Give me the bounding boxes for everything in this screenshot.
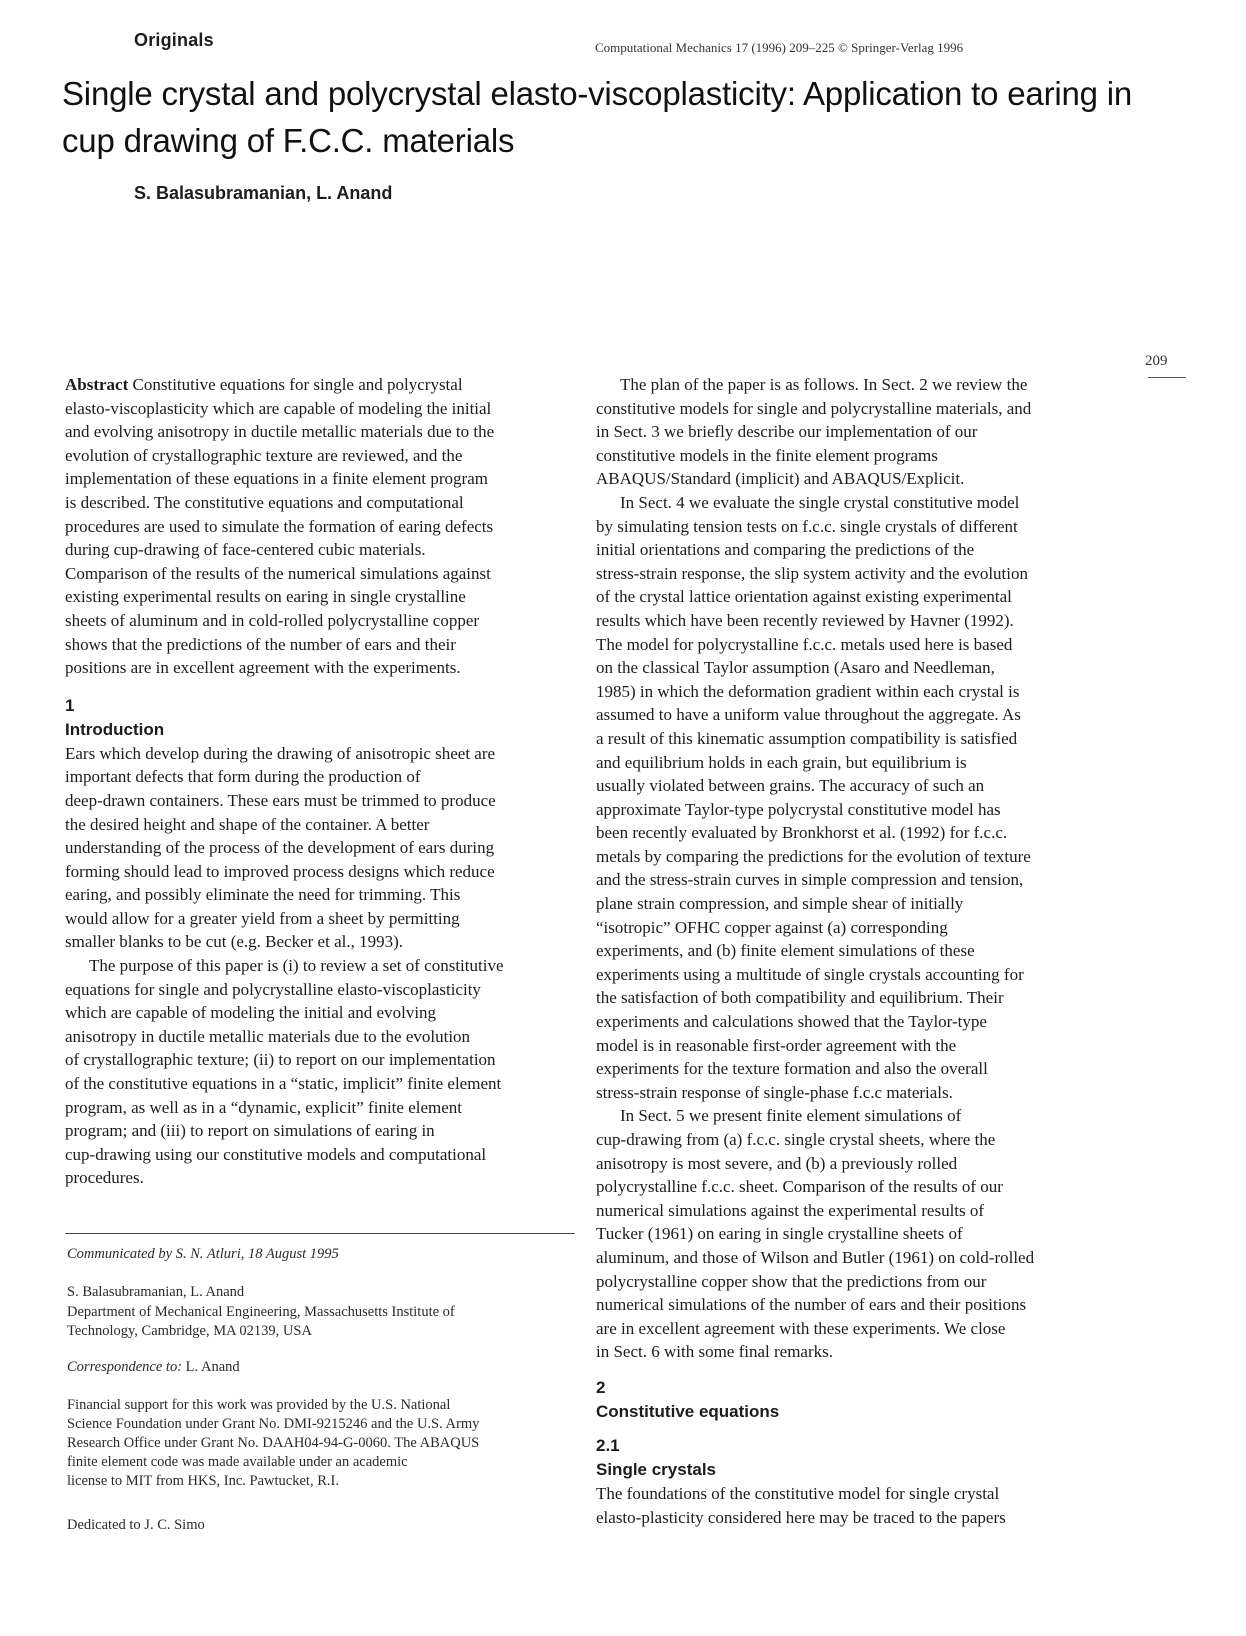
- text-line: would allow for a greater yield from a sheet by permitting: [65, 908, 460, 928]
- body-paragraph: [596, 1104, 1116, 1364]
- text-line: numerical simulations of the number of ears and their positions: [596, 1295, 1027, 1315]
- abstract-heading: Abstract: [65, 375, 129, 394]
- section-number: 1: [65, 695, 75, 715]
- affiliation: [67, 1303, 455, 1341]
- text-line: model is in reasonable first-order agreement with the: [596, 1035, 957, 1055]
- funding-line: Science Foundation under Grant No. DMI-9215246 and the U.S. Army: [67, 1416, 480, 1432]
- section-number: 2: [596, 1377, 606, 1397]
- text-line: In Sect. 5 we present finite element simulations of: [620, 1106, 962, 1126]
- subsection-number: 2.1: [596, 1435, 620, 1455]
- communicated-note: Communicated by S. N. Atluri, 18 August 1995: [67, 1246, 339, 1262]
- text-line: of the crystal lattice orientation against existing experimental: [596, 587, 1012, 607]
- abstract-line: Comparison of the results of the numerical simulations against: [65, 563, 491, 583]
- title-line: cup drawing of F.C.C. materials: [62, 122, 515, 159]
- text-line: In Sect. 4 we evaluate the single crystal constitutive model: [620, 492, 1020, 512]
- text-line: experiments and calculations showed that the Taylor-type: [596, 1012, 987, 1032]
- text-line: “isotropic” OFHC copper against (a) corresponding: [596, 917, 948, 937]
- text-line: ABAQUS/Standard (implicit) and ABAQUS/Explicit.: [596, 469, 965, 489]
- text-line: initial orientations and comparing the predictions of the: [596, 540, 975, 560]
- text-line: forming should lead to improved process designs which reduce: [65, 861, 495, 881]
- body-paragraph: [596, 1482, 1116, 1529]
- section-label: Originals: [134, 30, 214, 50]
- text-line: 1985) in which the deformation gradient within each crystal is: [596, 681, 1020, 701]
- text-line: polycrystalline copper show that the predictions from our: [596, 1271, 987, 1291]
- text-line: constitutive models for single and polycrystalline materials, and: [596, 398, 1032, 418]
- left-column: [65, 373, 585, 1190]
- text-line: the satisfaction of both compatibility and equilibrium. Their: [596, 988, 1004, 1008]
- text-line: plane strain compression, and simple shear of initially: [596, 894, 964, 914]
- text-line: in Sect. 6 with some final remarks.: [596, 1342, 834, 1362]
- page-number-rule: [1148, 377, 1186, 378]
- text-line: The purpose of this paper is (i) to review a set of constitutive: [89, 956, 504, 976]
- title-line: Single crystal and polycrystal elasto-viscoplasticity: Application to earing in: [62, 75, 1133, 112]
- text-line: assumed to have a uniform value throughout the aggregate. As: [596, 705, 1021, 725]
- text-line: and equilibrium holds in each grain, but equilibrium is: [596, 752, 967, 772]
- abstract-line: Abstract Constitutive equations for single and polycrystal: [65, 375, 463, 394]
- text-line: been recently evaluated by Bronkhorst et al. (1992) for f.c.c.: [596, 823, 1008, 843]
- abstract-line: during cup-drawing of face-centered cubic materials.: [65, 540, 426, 560]
- text-line: the desired height and shape of the container. A better: [65, 814, 430, 834]
- text-line: procedures.: [65, 1168, 144, 1188]
- abstract-line: positions are in excellent agreement with the experiments.: [65, 658, 461, 678]
- abstract-line: is described. The constitutive equations and computational: [65, 492, 464, 512]
- text-line: stress-strain response, the slip system activity and the evolution: [596, 563, 1029, 583]
- abstract-line: sheets of aluminum and in cold-rolled polycrystalline copper: [65, 610, 480, 630]
- correspondence: [67, 1358, 240, 1377]
- page-number: 209: [1145, 353, 1168, 369]
- footnote-authors: S. Balasubramanian, L. Anand: [67, 1284, 245, 1300]
- text-line: anisotropy is most severe, and (b) a previously rolled: [596, 1153, 958, 1173]
- funding-line: Research Office under Grant No. DAAH04-94-G-0060. The ABAQUS: [67, 1435, 480, 1451]
- text-line: program, as well as in a “dynamic, explicit” finite element: [65, 1097, 462, 1117]
- text-line: cup-drawing using our constitutive models and computational: [65, 1144, 487, 1164]
- text-line: Tucker (1961) on earing in single crystalline sheets of: [596, 1224, 963, 1244]
- text-line: which are capable of modeling the initial and evolving: [65, 1003, 437, 1023]
- text-line: deep-drawn containers. These ears must be trimmed to produce: [65, 790, 496, 810]
- text-line: earing, and possibly eliminate the need for trimming. This: [65, 885, 461, 905]
- abstract-line: shows that the predictions of the number of ears and their: [65, 634, 456, 654]
- text-line: experiments using a multitude of single crystals accounting for: [596, 964, 1024, 984]
- text-line: constitutive models in the finite element programs: [596, 445, 938, 465]
- text-line: equations for single and polycrystalline elasto-viscoplasticity: [65, 979, 481, 999]
- text-line: experiments, and (b) finite element simulations of these: [596, 941, 975, 961]
- text-line: by simulating tension tests on f.c.c. single crystals of different: [596, 516, 1018, 536]
- text-line: The foundations of the constitutive model for single crystal: [596, 1483, 1000, 1503]
- funding-line: finite element code was made available under an academic: [67, 1454, 408, 1470]
- text-line: program; and (iii) to report on simulations of earing in: [65, 1121, 435, 1141]
- funding-note: [67, 1396, 479, 1491]
- body-paragraph: [596, 373, 1116, 491]
- text-line: metals by comparing the predictions for the evolution of texture: [596, 846, 1031, 866]
- text-line: usually violated between grains. The accuracy of such an: [596, 776, 985, 796]
- dedication: Dedicated to J. C. Simo: [67, 1517, 205, 1533]
- intro-paragraph: [65, 742, 585, 954]
- text-line: of the constitutive equations in a “static, implicit” finite element: [65, 1074, 502, 1094]
- right-column: [596, 373, 1116, 1529]
- text-line: understanding of the process of the development of ears during: [65, 838, 495, 858]
- text-line: polycrystalline f.c.c. sheet. Comparison of the results of our: [596, 1177, 1003, 1197]
- text-line: elasto-plasticity considered here may be traced to the papers: [596, 1507, 1006, 1527]
- abstract-line: evolution of crystallographic texture are reviewed, and the: [65, 445, 463, 465]
- text-line: important defects that form during the production of: [65, 767, 421, 787]
- correspondence-name: L. Anand: [185, 1359, 240, 1375]
- text-line: The plan of the paper is as follows. In Sect. 2 we review the: [620, 375, 1028, 394]
- footnote-rule: [65, 1233, 575, 1234]
- funding-line: license to MIT from HKS, Inc. Pawtucket, R.I.: [67, 1473, 339, 1489]
- text-line: results which have been recently reviewed by Havner (1992).: [596, 610, 1014, 630]
- text-line: Ears which develop during the drawing of anisotropic sheet are: [65, 743, 496, 763]
- authors: S. Balasubramanian, L. Anand: [134, 183, 393, 203]
- text-line: on the classical Taylor assumption (Asaro and Needleman,: [596, 658, 995, 678]
- abstract-line: implementation of these equations in a finite element program: [65, 469, 488, 489]
- text-line: cup-drawing from (a) f.c.c. single crystal sheets, where the: [596, 1130, 996, 1149]
- affiliation-line: Department of Mechanical Engineering, Massachusetts Institute of: [67, 1304, 455, 1320]
- text-line: anisotropy in ductile metallic materials due to the evolution: [65, 1026, 471, 1046]
- text-line: a result of this kinematic assumption compatibility is satisfied: [596, 728, 1018, 748]
- subsection-title: Single crystals: [596, 1459, 717, 1479]
- text-line: The model for polycrystalline f.c.c. metals used here is based: [596, 634, 1013, 654]
- funding-line: Financial support for this work was provided by the U.S. National: [67, 1397, 451, 1413]
- body-paragraph: [596, 491, 1116, 1104]
- text-line: in Sect. 3 we briefly describe our implementation of our: [596, 422, 978, 442]
- text-line: of crystallographic texture; (ii) to report on our implementation: [65, 1050, 496, 1070]
- text-line: experiments for the texture formation and also the overall: [596, 1059, 988, 1079]
- abstract-line: and evolving anisotropy in ductile metallic materials due to the: [65, 422, 495, 442]
- affiliation-line: Technology, Cambridge, MA 02139, USA: [67, 1323, 312, 1339]
- abstract: [65, 373, 585, 680]
- paper-title: [62, 70, 1162, 164]
- abstract-line: existing experimental results on earing in single crystalline: [65, 587, 466, 607]
- section-title: Constitutive equations: [596, 1401, 780, 1421]
- section-title: Introduction: [65, 719, 165, 739]
- correspondence-label: Correspondence to:: [67, 1359, 183, 1375]
- abstract-line: elasto-viscoplasticity which are capable of modeling the initial: [65, 398, 492, 418]
- intro-paragraph: [65, 954, 585, 1190]
- text-line: numerical simulations against the experimental results of: [596, 1200, 985, 1220]
- text-line: and the stress-strain curves in simple compression and tension,: [596, 870, 1024, 890]
- abstract-line: procedures are used to simulate the formation of earing defects: [65, 516, 494, 536]
- text-line: aluminum, and those of Wilson and Butler (1961) on cold-rolled: [596, 1247, 1035, 1267]
- text-line: smaller blanks to be cut (e.g. Becker et al., 1993).: [65, 932, 403, 952]
- journal-reference: Computational Mechanics 17 (1996) 209–225 © Springer-Verlag 1996: [595, 40, 964, 55]
- text-line: approximate Taylor-type polycrystal constitutive model has: [596, 799, 1001, 819]
- text-line: are in excellent agreement with these experiments. We close: [596, 1318, 1006, 1338]
- text-line: stress-strain response of single-phase f.c.c materials.: [596, 1082, 953, 1102]
